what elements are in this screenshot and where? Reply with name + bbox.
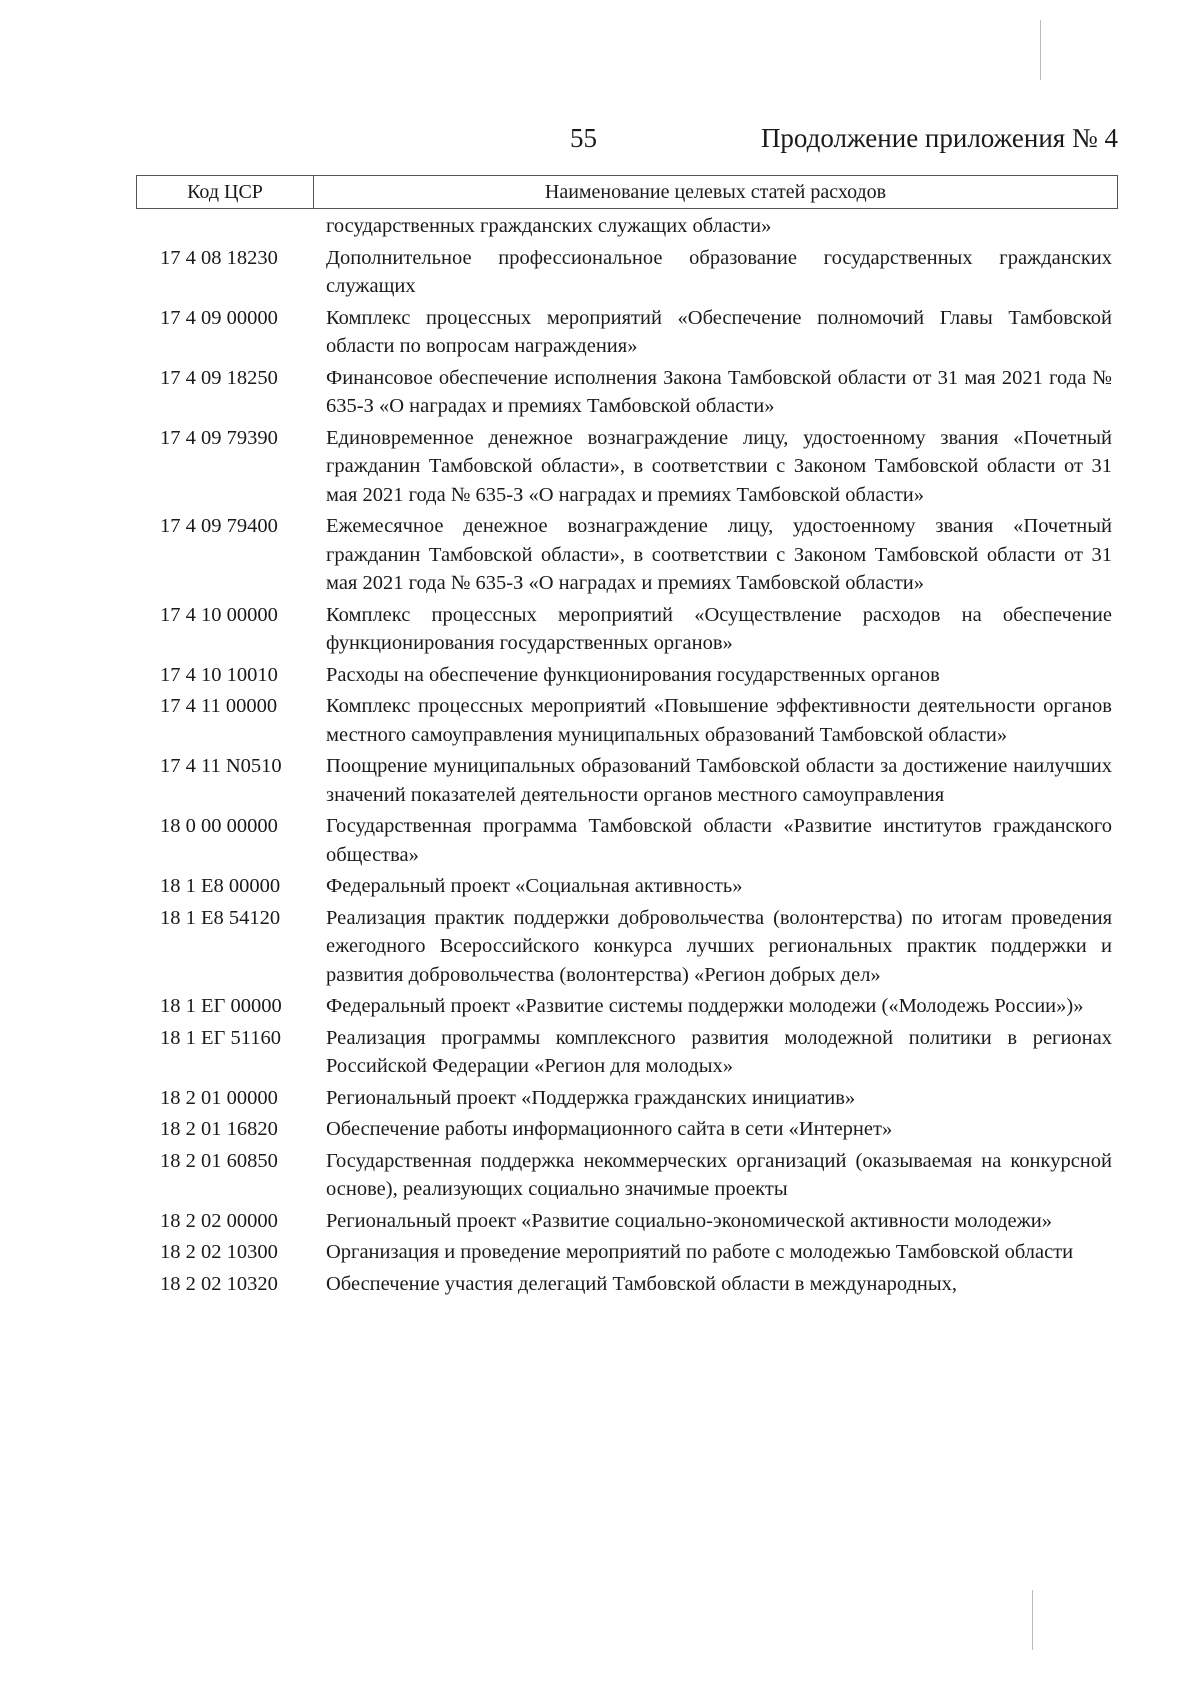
- page-number: 55: [570, 123, 597, 153]
- row-code: 18 2 01 16820: [160, 1118, 278, 1140]
- row-name: Единовременное денежное вознаграждение лицу, удостоенному звания «Почетный гражданин Тамбовской области», в соответствии с Законом Тамбовской области от 31 мая 2021 года № 635-З «О наградах и премиях Тамбовской области»: [326, 426, 1112, 506]
- row-name: Региональный проект «Развитие социально-экономической активности молодежи»: [326, 1209, 1053, 1232]
- row-code: 18 2 01 00000: [160, 1086, 278, 1109]
- row-code: 17 4 10 00000: [160, 603, 278, 626]
- row-code: 18 1 ЕГ 00000: [160, 995, 282, 1017]
- table-header: [136, 175, 1118, 209]
- table-row: [136, 212, 1126, 241]
- row-name: Региональный проект «Поддержка гражданских инициатив»: [326, 1086, 856, 1109]
- table-row: [136, 872, 1126, 901]
- row-code: 17 4 09 00000: [160, 306, 278, 329]
- row-code: 18 1 ЕГ 51160: [160, 1026, 281, 1049]
- row-name: Организация и проведение мероприятий по работе с молодежью Тамбовской области: [326, 1241, 1074, 1263]
- column-header-name: Наименование целевых статей расходов: [544, 180, 887, 203]
- row-name: Федеральный проект «Социальная активность»: [326, 875, 743, 897]
- table-row: [136, 244, 1126, 301]
- table-row: [136, 304, 1126, 361]
- row-name: Расходы на обеспечение функционирования государственных органов: [326, 663, 940, 686]
- row-code: 18 2 02 10320: [160, 1272, 278, 1295]
- row-code: 18 2 02 10300: [160, 1241, 278, 1263]
- table-row: [136, 512, 1126, 598]
- table-row: [136, 1147, 1126, 1204]
- table-row: [136, 1270, 1126, 1299]
- table-row: [136, 1238, 1126, 1267]
- row-name: Ежемесячное денежное вознаграждение лицу, удостоенному звания «Почетный гражданин Тамбовской области», в соответствии с Законом Тамбовской области от 31 мая 2021 года № 635-З «О наградах и премиях Тамбовской области»: [326, 515, 1112, 594]
- column-header-code: Код ЦСР: [137, 176, 314, 208]
- row-name: государственных гражданских служащих области»: [326, 215, 772, 237]
- row-name: Поощрение муниципальных образований Тамбовской области за достижение наилучших значений показателей деятельности органов местного самоуправления: [326, 755, 1112, 806]
- table-row: [136, 1115, 1126, 1144]
- table-row: [136, 601, 1126, 658]
- row-code: 17 4 11 N0510: [160, 755, 282, 777]
- table-row: [136, 661, 1126, 690]
- row-name: Реализация практик поддержки добровольчества (волонтерства) по итогам проведения ежегодного Всероссийского конкурса лучших региональных практик поддержки и развития добровольчества (волонтерства) «Регион добрых дел»: [326, 906, 1112, 986]
- row-code: 18 1 E8 00000: [160, 875, 281, 897]
- table-row: [136, 904, 1126, 990]
- row-code: 17 4 09 79390: [160, 426, 278, 449]
- table-body: [136, 212, 1126, 1301]
- row-name: Финансовое обеспечение исполнения Закона Тамбовской области от 31 мая 2021 года № 635-З «О наградах и премиях Тамбовской области»: [326, 366, 1112, 417]
- row-name: Дополнительное профессиональное образование государственных гражданских служащих: [326, 246, 1112, 297]
- scan-artifact: [1040, 20, 1041, 80]
- row-name: Обеспечение участия делегаций Тамбовской области в международных,: [326, 1272, 958, 1295]
- row-code: 17 4 10 10010: [160, 663, 278, 686]
- table-row: [136, 1024, 1126, 1081]
- row-code: 18 0 00 00000: [160, 815, 278, 837]
- table-row: [136, 752, 1126, 809]
- row-name: Обеспечение работы информационного сайта в сети «Интернет»: [326, 1118, 893, 1140]
- row-name: Государственная программа Тамбовской области «Развитие институтов гражданского общества»: [326, 815, 1112, 866]
- row-name: Государственная поддержка некоммерческих организаций (оказываемая на конкурсной основе), реализующих социально значимые проекты: [326, 1149, 1112, 1200]
- scan-artifact: [1032, 1590, 1033, 1650]
- row-name: Федеральный проект «Развитие системы поддержки молодежи («Молодежь России»)»: [326, 995, 1084, 1017]
- table-row: [136, 692, 1126, 749]
- table-row: [136, 424, 1126, 510]
- table-row: [136, 1084, 1126, 1113]
- row-code: 17 4 08 18230: [160, 246, 278, 269]
- row-code: 17 4 11 00000: [160, 695, 278, 717]
- table-row: [136, 992, 1126, 1021]
- row-name: Комплекс процессных мероприятий «Обеспечение полномочий Главы Тамбовской области по вопросам награждения»: [326, 306, 1112, 357]
- row-name: Комплекс процессных мероприятий «Осуществление расходов на обеспечение функционирования государственных органов»: [326, 603, 1112, 654]
- row-name: Реализация программы комплексного развития молодежной политики в регионах Российской Федерации «Регион для молодых»: [326, 1026, 1112, 1077]
- row-name: Комплекс процессных мероприятий «Повышение эффективности деятельности органов местного самоуправления муниципальных образований Тамбовской области»: [326, 695, 1112, 746]
- row-code: 18 2 02 00000: [160, 1209, 278, 1232]
- row-code: 18 2 01 60850: [160, 1149, 278, 1172]
- table-row: [136, 812, 1126, 869]
- appendix-title: Продолжение приложения № 4: [760, 123, 1118, 153]
- row-code: 17 4 09 79400: [160, 515, 278, 537]
- table-row: [136, 1207, 1126, 1236]
- row-code: 17 4 09 18250: [160, 366, 278, 389]
- row-code: 18 1 E8 54120: [160, 906, 281, 929]
- row-code: [136, 212, 322, 241]
- table-row: [136, 364, 1126, 421]
